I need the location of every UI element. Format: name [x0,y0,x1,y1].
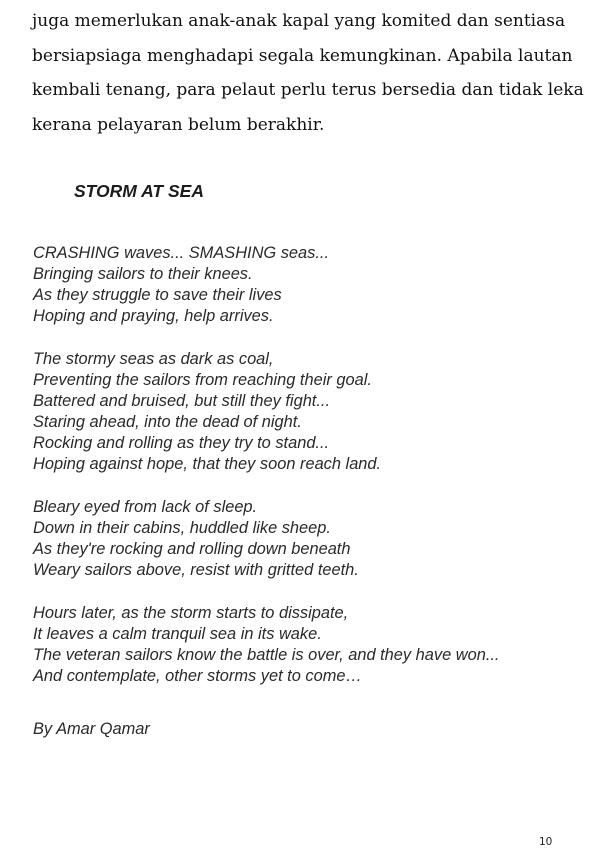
poem-line: Down in their cabins, huddled like sheep. [33,519,331,538]
poem-line: As they struggle to save their lives [33,286,282,305]
poem-line: Hoping and praying, help arrives. [33,307,274,326]
poem-body [33,243,573,709]
poem-line: Staring ahead, into the dead of night. [33,413,302,432]
poem-line: CRASHING waves... SMASHING seas... [33,244,330,262]
poem-line: As they're rocking and rolling down beneath [33,540,351,559]
poem-line: Preventing the sailors from reaching their goal. [33,370,372,389]
intro-line: kembali tenang, para pelaut perlu terus bersedia dan tidak leka [32,80,584,101]
poem-line: Rocking and rolling as they try to stand... [33,434,330,453]
page-number: 10 [539,836,553,848]
poem-line: Weary sailors above, resist with gritted teeth. [33,561,359,580]
poem-author: By Amar Qamar [33,720,150,738]
poem-line: Bringing sailors to their knees. [33,265,253,284]
poem-line: And contemplate, other storms yet to come… [33,667,362,686]
intro-line: juga memerlukan anak-anak kapal yang komited dan sentiasa [32,11,566,31]
poem-line: It leaves a calm tranquil sea in its wake. [33,624,322,643]
poem-stanza [33,603,573,687]
poem-stanza [33,349,573,476]
poem-line: The veteran sailors know the battle is over, and they have won... [33,646,500,664]
intro-line: kerana pelayaran belum berakhir. [32,115,325,136]
poem-line: Bleary eyed from lack of sleep. [33,497,258,516]
poem-line: Battered and bruised, but still they fight... [33,392,331,411]
poem-line: Hoping against hope, that they soon reach land. [33,455,382,474]
poem-stanza [33,497,573,581]
intro-paragraph [32,4,584,143]
poem-line: Hours later, as the storm starts to dissipate, [33,603,349,622]
poem-line: The stormy seas as dark as coal, [33,349,274,368]
poem-stanza [33,243,573,327]
poem-title: STORM AT SEA [74,181,204,201]
intro-line: bersiapsiaga menghadapi segala kemungkinan. Apabila lautan [32,45,573,66]
